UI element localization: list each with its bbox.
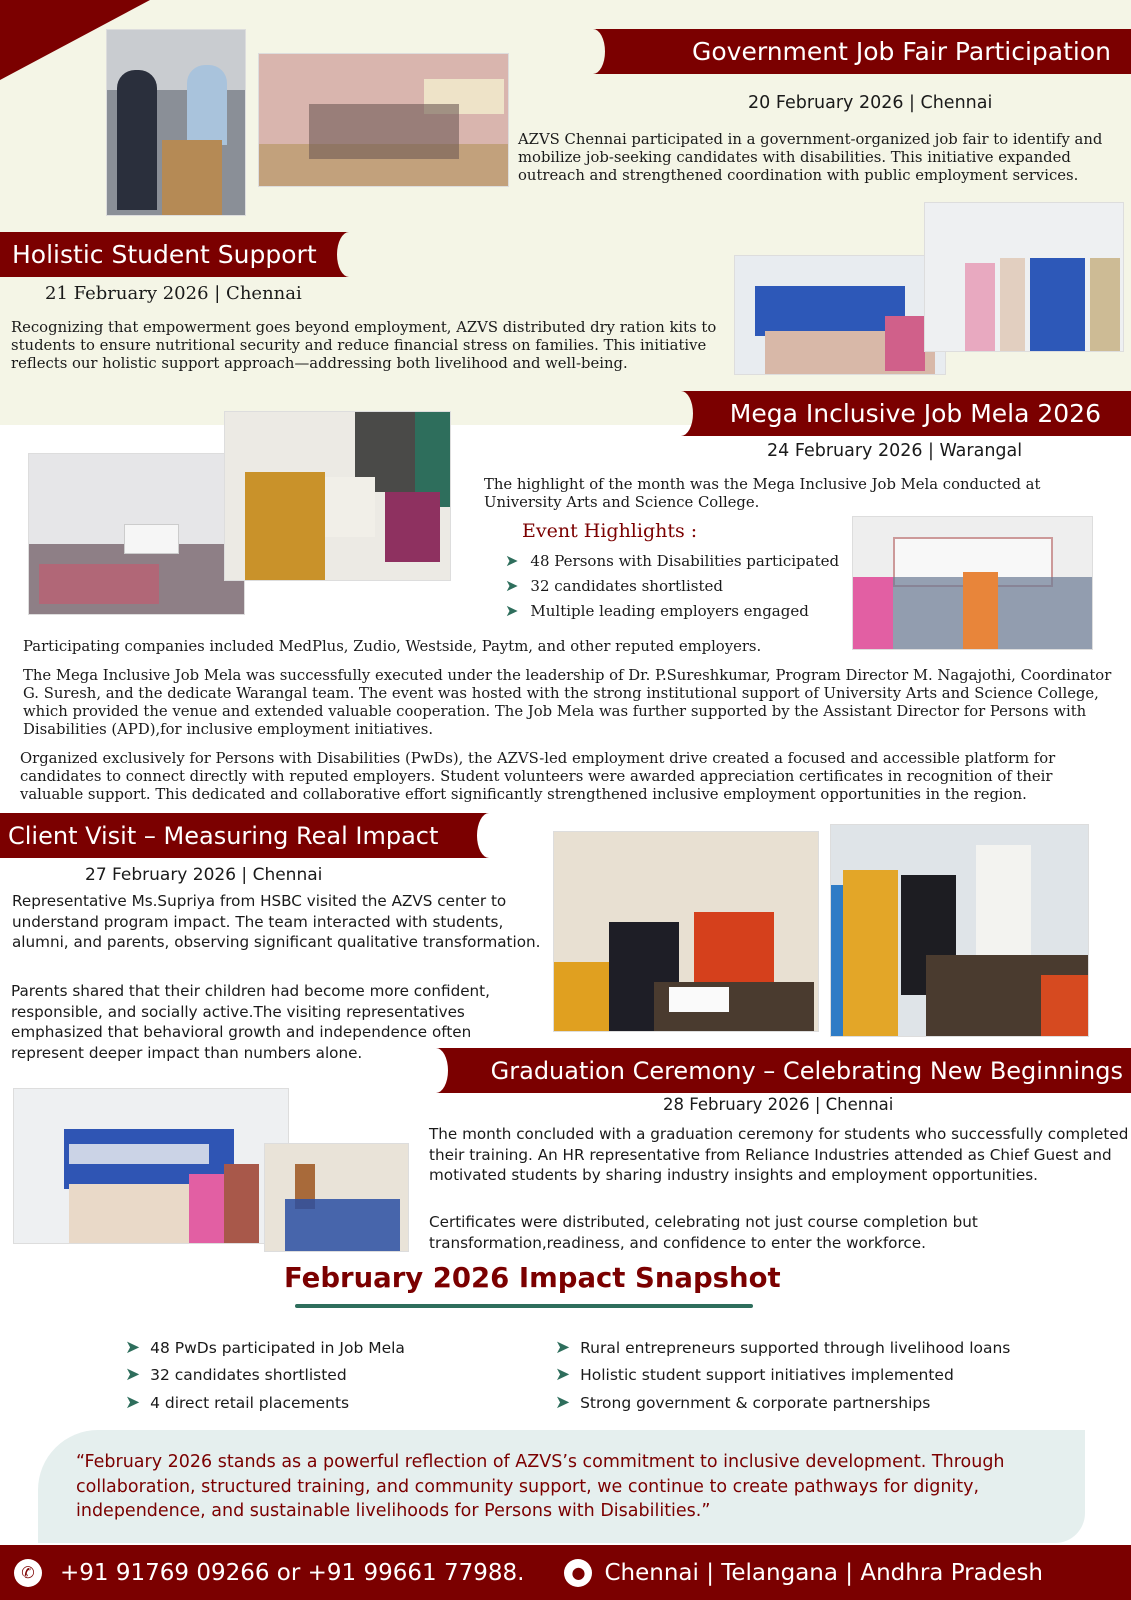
section-date: 20 February 2026 | Chennai — [748, 93, 993, 113]
graduation-body-2: Certificates were distributed, celebrating not just course completion but transformation,readiness, and confidence to enter the workforce. — [429, 1213, 978, 1252]
photo-registration-desk-1 — [553, 831, 819, 1032]
location-pin-icon: ● — [564, 1559, 592, 1587]
arrow-bullet-icon: ➤ — [125, 1391, 141, 1413]
snapshot-list-right — [555, 1334, 1010, 1417]
section-title: Holistic Student Support — [12, 240, 317, 269]
section-banner-student-support — [0, 232, 357, 277]
photo-job-mela-stage — [852, 516, 1093, 650]
section-date: 27 February 2026 | Chennai — [85, 865, 323, 885]
list-item: ➤ Strong government & corporate partnerships — [555, 1391, 931, 1413]
list-item: ➤ 32 candidates shortlisted — [125, 1364, 347, 1386]
arrow-bullet-icon: ➤ — [555, 1364, 571, 1386]
job-mela-companies: Participating companies included MedPlus, Zudio, Westside, Paytm, and other reputed employers. — [23, 638, 762, 655]
photo-job-fair-hall — [258, 53, 509, 187]
list-item: ➤ 48 Persons with Disabilities participated — [505, 550, 840, 570]
photo-group-ration-kits — [734, 255, 946, 375]
section-title: Graduation Ceremony – Celebrating New Beginnings — [490, 1056, 1123, 1085]
list-item: ➤ 32 candidates shortlisted — [505, 575, 723, 595]
photo-kit-handover — [924, 202, 1124, 352]
footer-phone: +91 91769 09266 or +91 99661 77988. — [60, 1559, 525, 1586]
arrow-bullet-icon: ➤ — [505, 550, 519, 570]
event-highlights-list — [505, 548, 839, 623]
job-mela-leadership: The Mega Inclusive Job Mela was successfully executed under the leadership of Dr. P.Sureshkumar, Program Director M. Nagajothi, Coordinator G. Suresh, and the dedicate Warangal team. The event was hosted with the strong institutional support of University Arts and Science College, which provided the venue and extended valuable cooperation. The Job Mela was further supported by the Assistant Director for Persons with Disabilities (APD),for inclusive employment initiatives. — [23, 667, 1112, 738]
list-item: ➤ Multiple leading employers engaged — [505, 600, 809, 620]
list-item: ➤ Holistic student support initiatives implemented — [555, 1364, 954, 1386]
section-body: Recognizing that empowerment goes beyond employment, AZVS distributed dry ration kits to students to ensure nutritional security and reduce financial stress on families. This initiative reflects our holistic support approach—addressing both livelihood and well-being. — [11, 319, 717, 372]
photo-podium-interaction — [106, 29, 246, 216]
photo-classroom-session — [264, 1143, 409, 1252]
job-mela-intro: The highlight of the month was the Mega Inclusive Job Mela conducted at University Arts and Science College. — [484, 476, 1041, 511]
client-visit-body-2: Parents shared that their children had become more confident, responsible, and socially active.The visiting representatives emphasized that behavioral growth and independence often represent deeper impact than numbers alone. — [11, 982, 490, 1062]
section-date: 28 February 2026 | Chennai — [663, 1095, 894, 1114]
photo-graduates-group — [13, 1088, 289, 1244]
snapshot-title: February 2026 Impact Snapshot — [284, 1262, 781, 1294]
arrow-bullet-icon: ➤ — [125, 1336, 141, 1358]
event-highlights-title: Event Highlights : — [522, 520, 698, 542]
graduation-body-1: The month concluded with a graduation ceremony for students who successfully completed their training. An HR representative from Reliance Industries attended as Chief Guest and motivated students by sharing industry insights and employment opportunities. — [429, 1125, 1129, 1184]
section-date: 21 February 2026 | Chennai — [45, 283, 302, 304]
arrow-bullet-icon: ➤ — [505, 575, 519, 595]
closing-quote: “February 2026 stands as a powerful reflection of AZVS’s commitment to inclusive development. Through collaboration, structured training, and community support, we continue to create pathways for dignity, independence, and sustainable livelihoods for Persons with Disabilities.” — [76, 1452, 1005, 1521]
section-title: Mega Inclusive Job Mela 2026 — [729, 399, 1101, 428]
section-banner-job-mela — [673, 391, 1131, 436]
section-banner-graduation — [428, 1048, 1131, 1093]
phone-icon: ✆ — [14, 1559, 42, 1587]
photo-seminar-hall — [28, 453, 245, 615]
list-item: ➤ Rural entrepreneurs supported through livelihood loans — [555, 1336, 1011, 1358]
section-title: Client Visit – Measuring Real Impact — [8, 821, 439, 850]
arrow-bullet-icon: ➤ — [505, 600, 519, 620]
section-banner-job-fair — [585, 29, 1131, 74]
job-mela-organized: Organized exclusively for Persons with Disabilities (PwDs), the AZVS-led employment drive created a focused and accessible platform for candidates to connect directly with reputed employers. Student volunteers were awarded appreciation certificates in recognition of their valuable support. This dedicated and collaborative effort significantly strengthened inclusive employment opportunities in the region. — [20, 750, 1056, 803]
snapshot-list-left — [125, 1334, 405, 1417]
footer-locations: Chennai | Telangana | Andhra Pradesh — [604, 1559, 1044, 1586]
client-visit-body-1: Representative Ms.Supriya from HSBC visited the AZVS center to understand program impact. The team interacted with students, alumni, and parents, observing significant qualitative transformation. — [12, 892, 541, 951]
arrow-bullet-icon: ➤ — [555, 1391, 571, 1413]
photo-registration-desk-2 — [830, 824, 1089, 1037]
section-body: AZVS Chennai participated in a government-organized job fair to identify and mobilize job-seeking candidates with disabilities. This initiative expanded outreach and strengthened coordination with public employment services. — [518, 131, 1103, 184]
footer-bar — [0, 1545, 1131, 1600]
arrow-bullet-icon: ➤ — [555, 1336, 571, 1358]
section-title: Government Job Fair Participation — [692, 37, 1111, 66]
list-item: ➤ 48 PwDs participated in Job Mela — [125, 1336, 405, 1358]
photo-interview-desk — [224, 411, 451, 581]
snapshot-underline — [295, 1304, 753, 1308]
section-banner-client-visit — [0, 813, 497, 858]
arrow-bullet-icon: ➤ — [125, 1364, 141, 1386]
list-item: ➤ 4 direct retail placements — [125, 1391, 350, 1413]
section-date: 24 February 2026 | Warangal — [767, 441, 1023, 461]
